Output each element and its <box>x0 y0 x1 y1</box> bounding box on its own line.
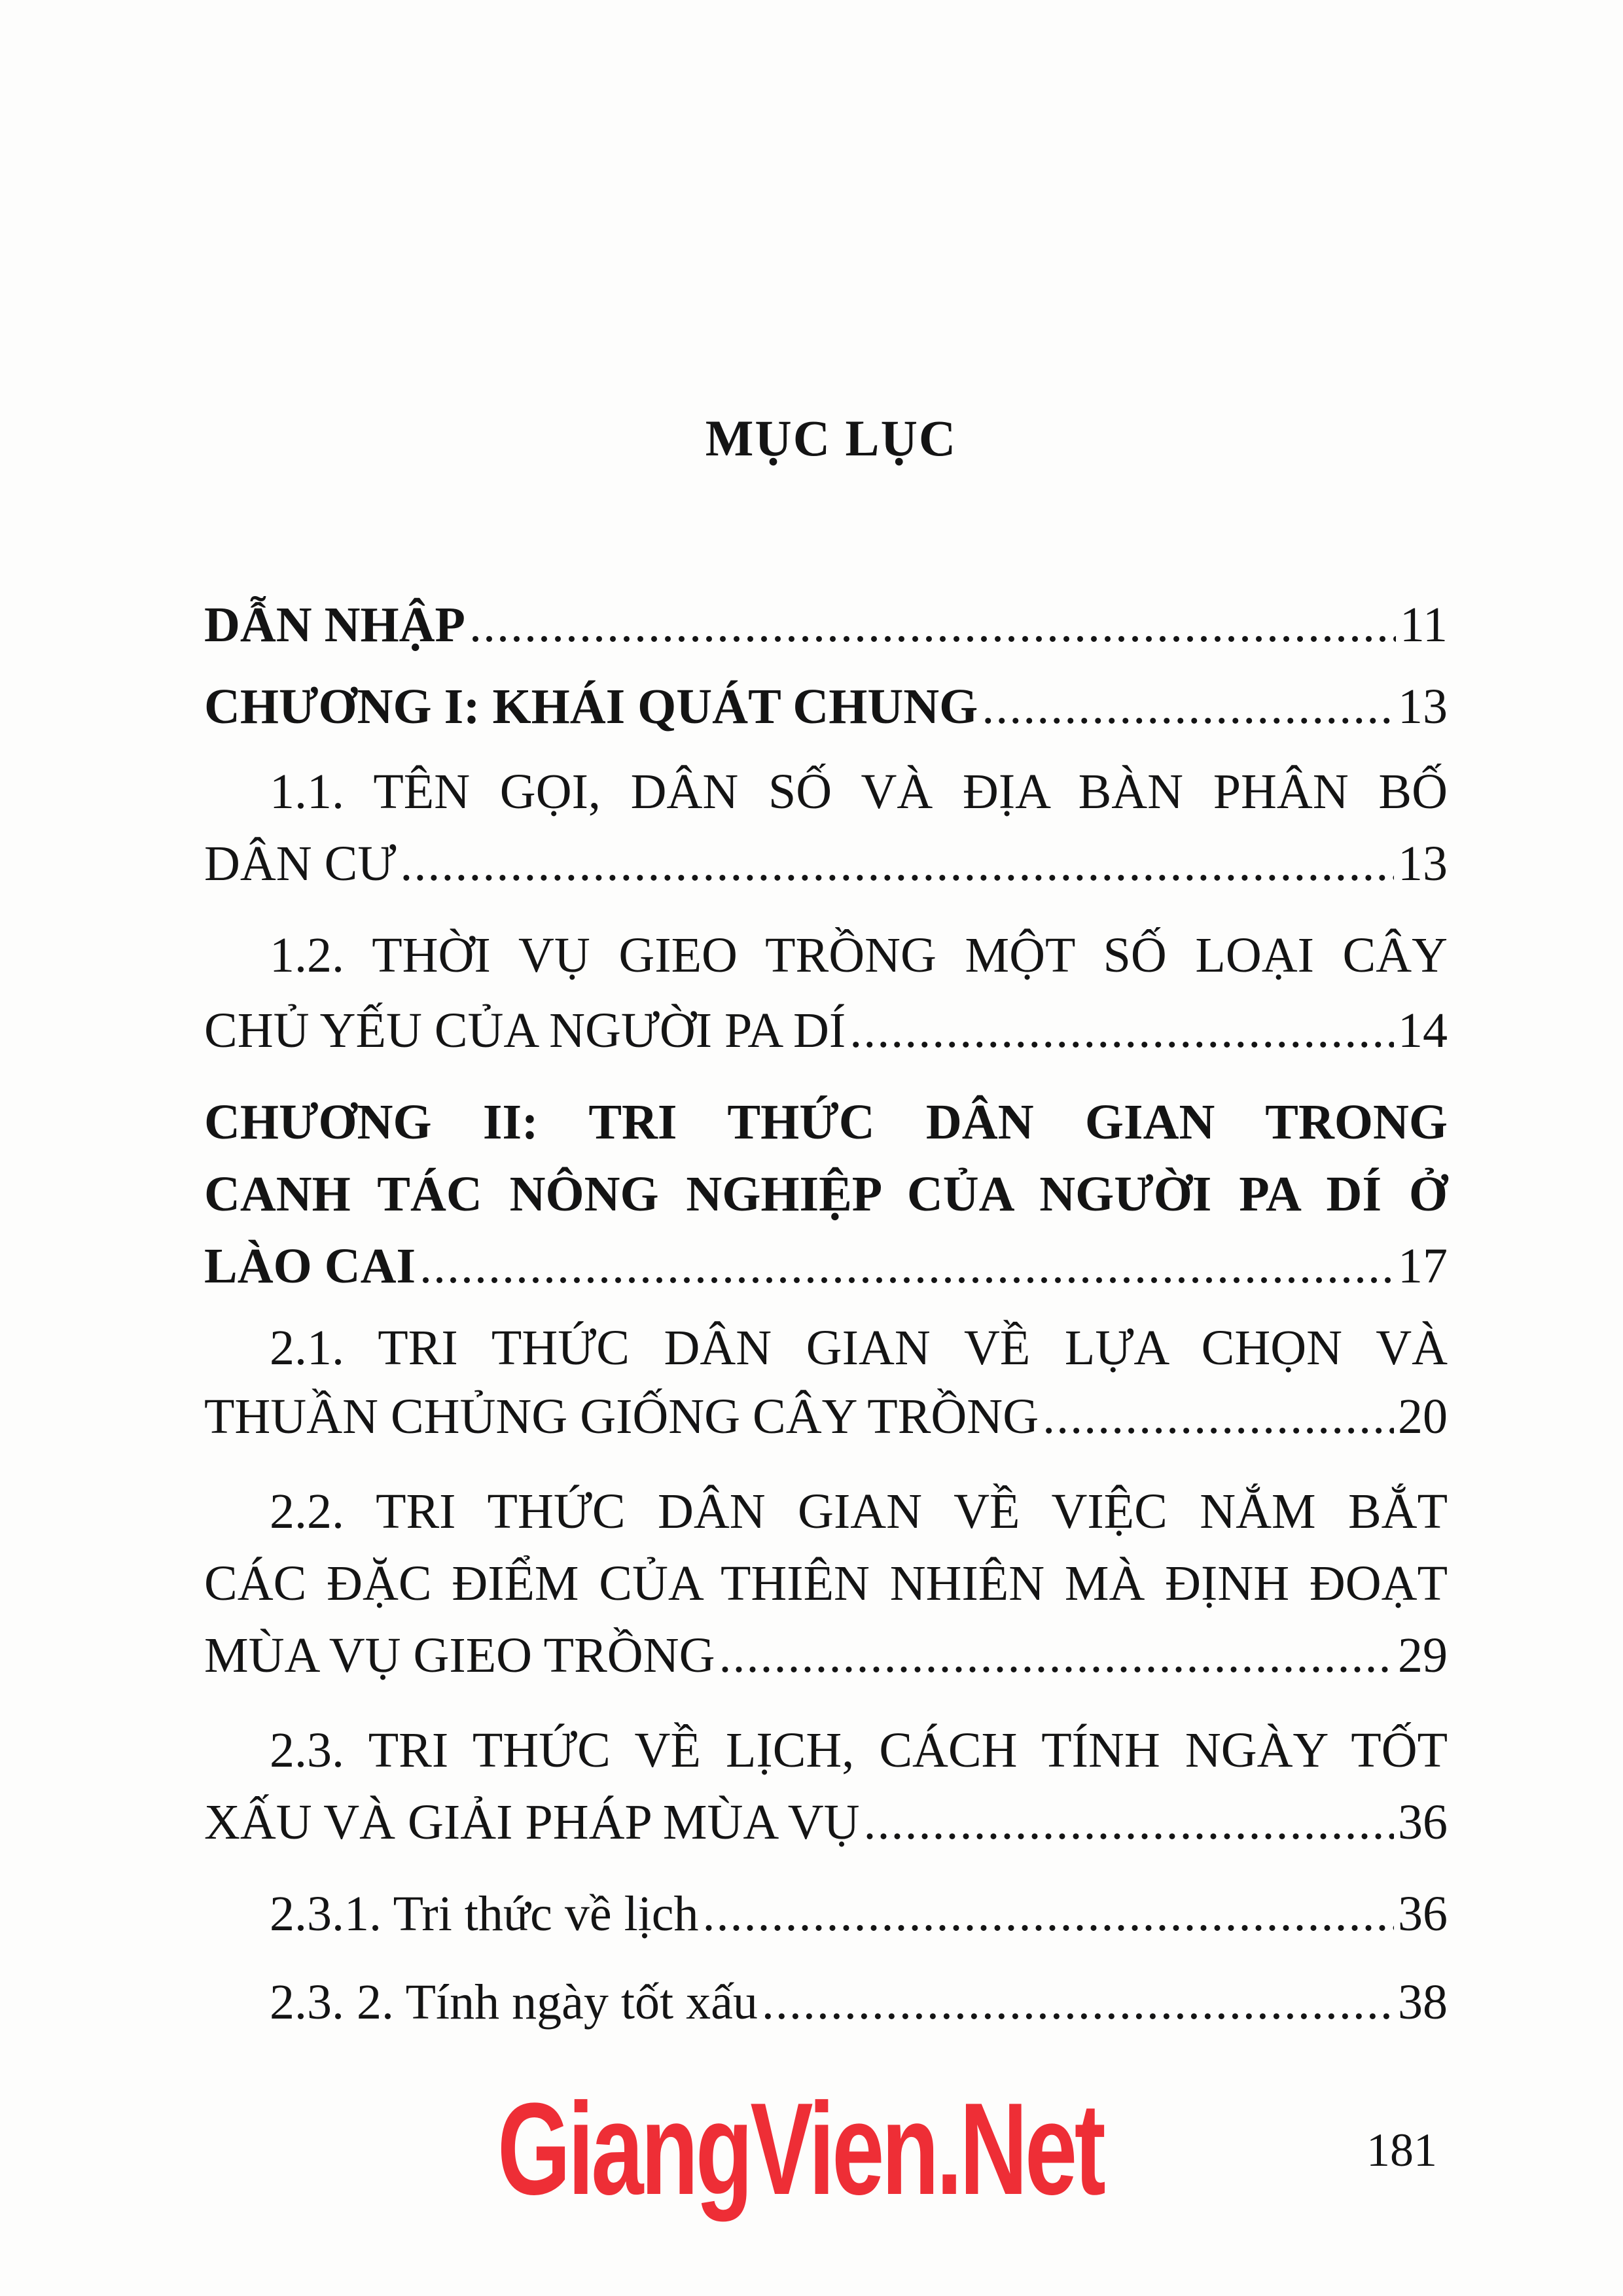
toc-page-number: 29 <box>1398 1628 1448 1683</box>
toc-page-number: 14 <box>1398 1003 1448 1058</box>
toc-entry-2-3-line1[interactable]: 2.3. TRI THỨC VỀ LỊCH, CÁCH TÍNH NGÀY TỐT <box>270 1723 1448 1778</box>
toc-entry-1-1-line2[interactable] <box>204 831 1448 896</box>
toc-entry-chapter-2-line2[interactable]: CANH TÁC NÔNG NGHIỆP CỦA NGƯỜI PA DÍ Ở <box>204 1167 1448 1222</box>
toc-entry-text: MÙA VỤ GIEO TRỒNG <box>204 1628 715 1683</box>
toc-entry-text: DÂN CƯ <box>204 836 397 891</box>
toc-entry-text: DẪN NHẬP <box>204 597 465 652</box>
toc-entry-text: THUẦN CHỦNG GIỐNG CÂY TRỒNG <box>204 1389 1039 1444</box>
dot-leader <box>762 1969 1394 2035</box>
toc-entry-2-1-line1[interactable]: 2.1. TRI THỨC DÂN GIAN VỀ LỰA CHỌN VÀ <box>270 1320 1448 1375</box>
watermark-logo: GiangVien.Net <box>497 2076 1103 2222</box>
toc-entry-chapter-1[interactable] <box>204 674 1448 739</box>
toc-page-number: 38 <box>1398 1975 1448 2030</box>
dot-leader <box>1043 1384 1394 1449</box>
toc-entry-2-3-1[interactable] <box>204 1881 1448 1947</box>
dot-leader <box>703 1881 1394 1947</box>
dot-leader <box>400 831 1394 896</box>
toc-entry-1-2-line1[interactable]: 1.2. THỜI VỤ GIEO TRỒNG MỘT SỐ LOẠI CÂY <box>270 928 1448 983</box>
toc-page-number: 13 <box>1398 836 1448 891</box>
toc-page-number: 17 <box>1398 1239 1448 1294</box>
toc-entry-1-2-line2[interactable] <box>204 998 1448 1063</box>
dot-leader <box>719 1623 1394 1688</box>
toc-page-number: 36 <box>1398 1795 1448 1850</box>
toc-entry-text: XẤU VÀ GIẢI PHÁP MÙA VỤ <box>204 1795 860 1850</box>
toc-entry-1-1-line1[interactable]: 1.1. TÊN GỌI, DÂN SỐ VÀ ĐỊA BÀN PHÂN BỐ <box>270 764 1448 819</box>
dot-leader <box>863 1790 1394 1855</box>
toc-entry-text: CHỦ YẾU CỦA NGƯỜI PA DÍ <box>204 1003 846 1058</box>
toc-entry-text: LÀO CAI <box>204 1239 416 1294</box>
toc-entry-2-2-line3[interactable] <box>204 1623 1448 1688</box>
toc-entry-chapter-2-line1[interactable]: CHƯƠNG II: TRI THỨC DÂN GIAN TRONG <box>204 1095 1448 1150</box>
page-title: MỤC LỤC <box>705 410 957 467</box>
toc-page-number: 36 <box>1398 1886 1448 1941</box>
toc-page-number: 20 <box>1398 1389 1448 1444</box>
toc-entry-2-2-line1[interactable]: 2.2. TRI THỨC DÂN GIAN VỀ VIỆC NẮM BẮT <box>270 1484 1448 1539</box>
page-number: 181 <box>1366 2124 1437 2176</box>
dot-leader <box>849 998 1394 1063</box>
dot-leader <box>982 674 1394 739</box>
toc-entry-2-1-line2[interactable] <box>204 1384 1448 1449</box>
toc-entry-2-2-line2[interactable]: CÁC ĐẶC ĐIỂM CỦA THIÊN NHIÊN MÀ ĐỊNH ĐOẠT <box>204 1556 1448 1611</box>
toc-entry-text: CHƯƠNG I: KHÁI QUÁT CHUNG <box>204 679 978 734</box>
toc-entry-dan-nhap[interactable] <box>204 592 1448 658</box>
toc-page-number: 13 <box>1398 679 1448 734</box>
toc-entry-text: 2.3.1. Tri thức về lịch <box>270 1886 699 1941</box>
dot-leader <box>419 1233 1394 1299</box>
toc-page-number: 11 <box>1399 597 1448 652</box>
dot-leader <box>469 592 1396 658</box>
toc-entry-2-3-line2[interactable] <box>204 1790 1448 1855</box>
toc-entry-2-3-2[interactable] <box>204 1969 1448 2035</box>
toc-entry-text: 2.3. 2. Tính ngày tốt xấu <box>270 1975 758 2030</box>
toc-entry-chapter-2-line3[interactable] <box>204 1233 1448 1299</box>
